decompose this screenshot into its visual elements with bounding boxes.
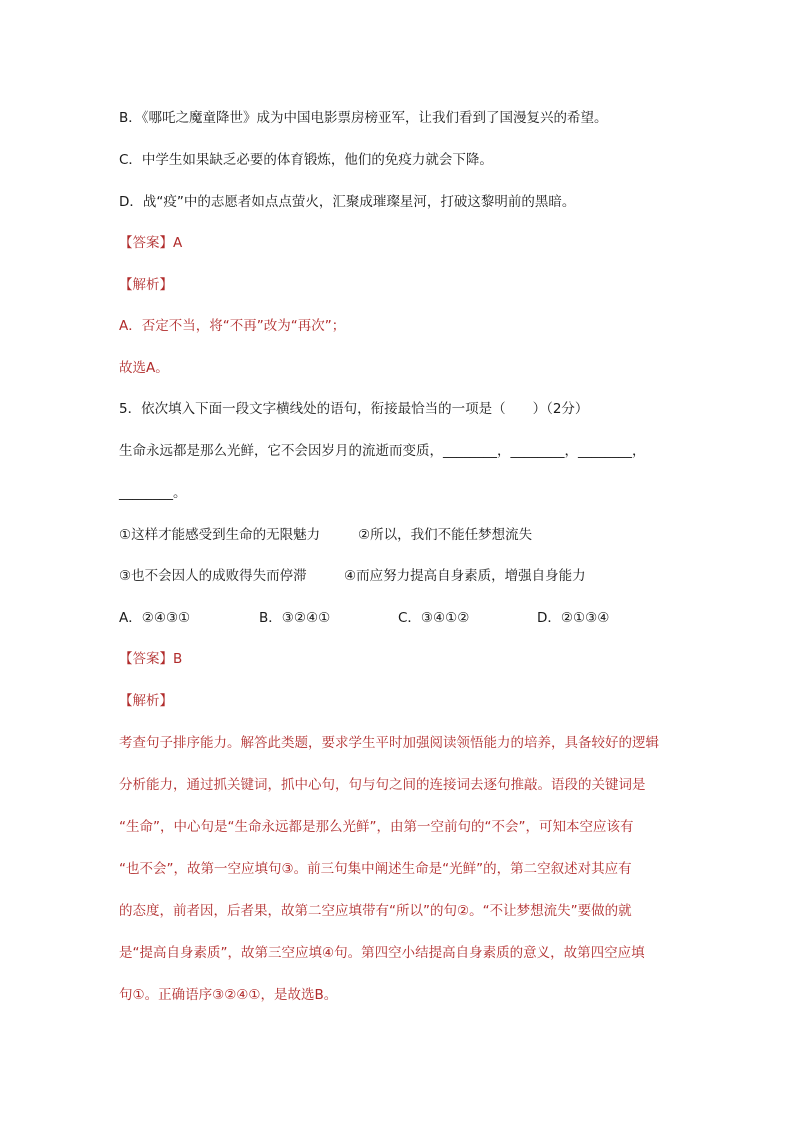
analysis-line: “生命”，中心句是“生命永远都是那么光鲜”，由第一空前句的“不会”，可知本空应该有	[119, 819, 634, 835]
choice-c: C．③④①②	[398, 610, 470, 626]
analysis-line: 句①。正确语序③②④①，是故选B。	[119, 987, 338, 1003]
passage-line-2: ________。	[119, 485, 187, 501]
sentence-4: ④而应努力提高自身素质，增强自身能力	[344, 568, 586, 584]
analysis-line: 的态度，前者因，后者果，故第二空应填带有“所以”的句②。“不让梦想流失”要做的就	[119, 903, 632, 919]
option-d-text: D．战“疫”中的志愿者如点点萤火，汇聚成璀璨星河，打破这黎明前的黑暗。	[119, 194, 576, 210]
sentence-3: ③也不会因人的成败得失而停滞	[119, 568, 307, 584]
analysis-line: 考查句子排序能力。解答此类题，要求学生平时加强阅读领悟能力的培养，具备较好的逻辑	[119, 735, 659, 751]
choice-d: D．②①③④	[537, 610, 610, 626]
question-5-stem: 5．依次填入下面一段文字横线处的语句，衔接最恰当的一项是（ ）（2分）	[119, 401, 589, 417]
analysis-line: “也不会”，故第一空应填句③。前三句集中阐述生命是“光鲜”的，第二空叙述对其应有	[119, 861, 632, 877]
sentence-1: ①这样才能感受到生命的无限魅力	[119, 527, 321, 543]
choice-b: B．③②④①	[259, 610, 331, 626]
analysis-text: A．否定不当，将“不再”改为“再次”；	[119, 318, 346, 334]
choice-a: A．②④③①	[119, 610, 191, 626]
analysis-line: 是“提高自身素质”，故第三空应填④句。第四空小结提高自身素质的意义，故第四空应填	[119, 945, 645, 961]
analysis-conclusion: 故选A。	[119, 360, 169, 376]
answer-label: 【答案】A	[119, 235, 183, 251]
analysis-label: 【解析】	[119, 277, 173, 293]
analysis-label: 【解析】	[119, 693, 173, 709]
sentence-2: ②所以，我们不能任梦想流失	[358, 527, 533, 543]
option-b-text: B．《哪吒之魔童降世》成为中国电影票房榜亚军，让我们看到了国漫复兴的希望。	[119, 110, 608, 126]
option-c-text: C．中学生如果缺乏必要的体育锻炼，他们的免疫力就会下降。	[119, 152, 493, 168]
passage-line-1: 生命永远都是那么光鲜，它不会因岁月的流逝而变质，________，________，________，	[119, 443, 646, 459]
answer-label: 【答案】B	[119, 651, 183, 667]
analysis-line: 分析能力，通过抓关键词，抓中心句，句与句之间的连接词去逐句推敲。语段的关键词是	[119, 777, 646, 793]
